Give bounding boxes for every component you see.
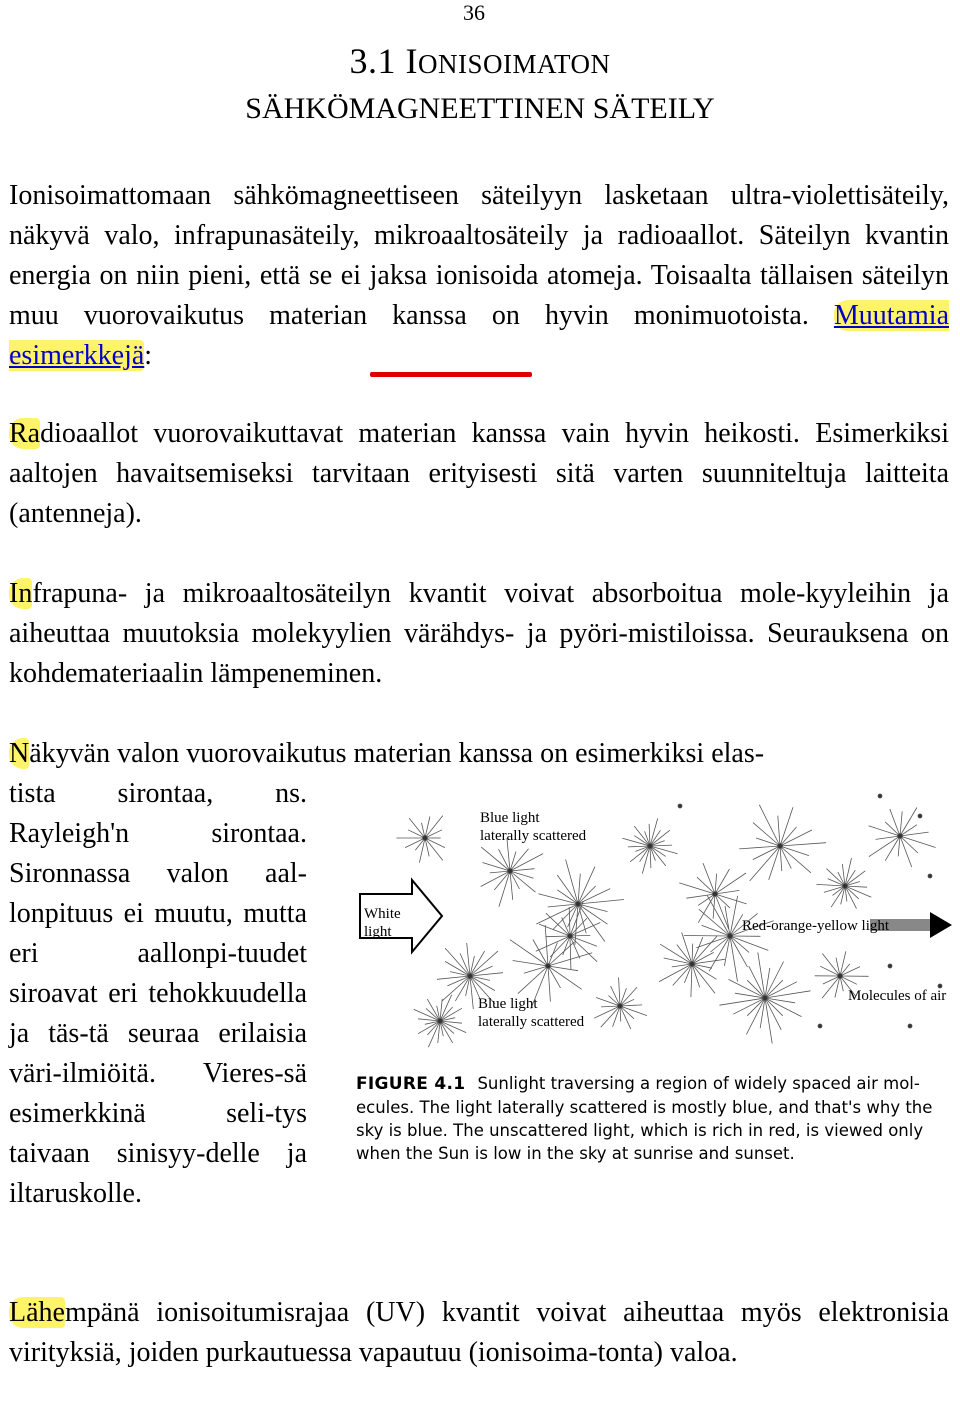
page-number: 36 — [463, 0, 485, 25]
figure-caption — [356, 1072, 946, 1165]
red-underline-mark — [370, 372, 532, 377]
intro-paragraph — [9, 176, 949, 376]
section-title — [0, 40, 960, 82]
title-cap: 3.1 I — [349, 41, 418, 81]
radio-text: dioaallot vuorovaikuttavat materian kanssa vain hyvin heikosti. Esimerkiksi aaltojen havaitsemiseksi tarvitaan erityisesti sitä varten suunniteltuja laitteita (antenneja). — [9, 418, 949, 529]
radio-highlight: Ra — [9, 418, 41, 449]
visible-paragraph — [9, 734, 949, 774]
radio-paragraph — [9, 414, 949, 534]
examples-link[interactable]: Muutamia esimerkkejä — [9, 300, 949, 371]
intro-colon: : — [144, 340, 153, 371]
label-white-1: White — [364, 906, 401, 922]
caption-label: FIGURE 4.1 — [356, 1074, 466, 1094]
caption-text: Sunlight traversing a region of widely spaced air mol-ecules. The light laterally scattered is mostly blue, and that's why the sky is blue. The unscattered light, which is rich in red, is viewed only when the Sun is low in the sky at sunrise and sunset. — [356, 1074, 933, 1163]
uv-highlight: Lähe — [9, 1297, 65, 1328]
label-blue-top-2: laterally scattered — [480, 828, 587, 844]
label-molecules: Molecules of air — [848, 988, 947, 1004]
section-subtitle: SÄHKÖMAGNEETTINEN SÄTEILY — [245, 92, 715, 125]
uv-text: mpänä ionisoitumisrajaa (UV) kvantit voivat aiheuttaa myös elektronisia virityksiä, joiden purkautuessa vapautuu (ionisoima-tonta) valoa. — [9, 1297, 949, 1368]
visible-side-text: tista sirontaa, ns. Rayleigh'n sirontaa. Sironnassa valon aal-lonpituus ei muutu, mutta eri aallonpi-tuudet siroavat eri tehokkuudella ja täs-tä seuraa erilaisia väri-ilmiöitä. Vieres-sä esimerkkinä seli-tys taivaan sinisyy-delle ja iltaruskolle. — [9, 778, 307, 1209]
label-blue-bottom-1: Blue light — [478, 996, 538, 1012]
uv-paragraph — [9, 1293, 949, 1373]
infrared-text: frapuna- ja mikroaaltosäteilyn kvantit voivat absorboitua mole-kyyleihin ja aiheuttaa muutoksia molekyylien värähdys- ja pyöri-mistiloissa. Seurauksena on kohdemateriaalin lämpeneminen. — [9, 578, 949, 689]
visible-highlight: N — [9, 738, 30, 769]
infrared-highlight: In — [9, 578, 33, 609]
label-red: Red-orange-yellow light — [742, 918, 890, 934]
title-rest: ONISOIMATON — [417, 49, 611, 79]
label-blue-bottom-2: laterally scattered — [478, 1014, 585, 1030]
visible-text: äkyvän valon vuorovaikutus materian kanssa on esimerkiksi elas- — [29, 738, 765, 769]
label-white-2: light — [364, 924, 392, 940]
intro-text: Ionisoimattomaan sähkömagneettiseen säteilyyn lasketaan ultra-violettisäteily, näkyvä valo, infrapunasäteily, mikroaaltosäteily ja radioaallot. Säteilyn kvantin energia on niin pieni, että se ei jaksa ionisoida atomeja. Toisaalta tällaisen säteilyn muu vuorovaikutus materian kanssa on hyvin monimuotoista. — [9, 180, 949, 331]
label-blue-top-1: Blue light — [480, 810, 540, 826]
infrared-paragraph — [9, 574, 949, 694]
